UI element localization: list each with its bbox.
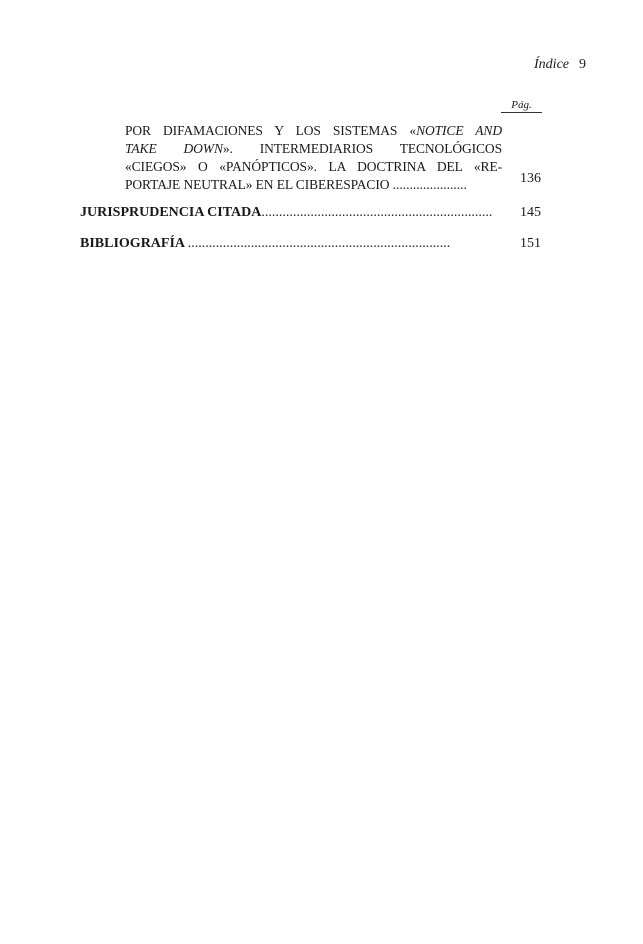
toc-entry-text (80, 235, 502, 253)
toc-entry-text (125, 122, 502, 194)
toc-entry-title: JURISPRUDENCIA CITADA (80, 205, 262, 220)
dot-leader: .................................................................. (261, 205, 493, 220)
toc-line-2: TAKE DOWN». INTERMEDIARIOS TECNOLÓGICOS (125, 141, 502, 156)
toc-entry-text (80, 204, 502, 222)
page-column-label: Pág. (501, 99, 542, 113)
toc-line-1: POR DIFAMACIONES Y LOS SISTEMAS «NOTICE AND (125, 123, 502, 138)
toc-page-number: 151 (520, 236, 541, 251)
toc-page-number: 145 (520, 205, 541, 220)
running-head (534, 57, 586, 73)
page-number: 9 (579, 57, 586, 72)
toc-entry-title: BIBLIOGRAFÍA (80, 236, 185, 251)
dot-leader: ........................................................................... (187, 236, 451, 251)
running-head-title: Índice (534, 57, 569, 72)
toc-italic-takedown: TAKE DOWN (125, 141, 223, 156)
toc-line-3: «CIEGOS» O «PANÓPTICOS». LA DOCTRINA DEL «RE- (125, 159, 502, 174)
toc-page-number: 136 (520, 171, 541, 186)
dot-leader: ...................... (392, 177, 467, 192)
toc-italic-notice: NOTICE AND (416, 123, 502, 138)
toc-line-4: PORTAJE NEUTRAL» EN EL CIBERESPACIO ...................... (125, 177, 467, 192)
